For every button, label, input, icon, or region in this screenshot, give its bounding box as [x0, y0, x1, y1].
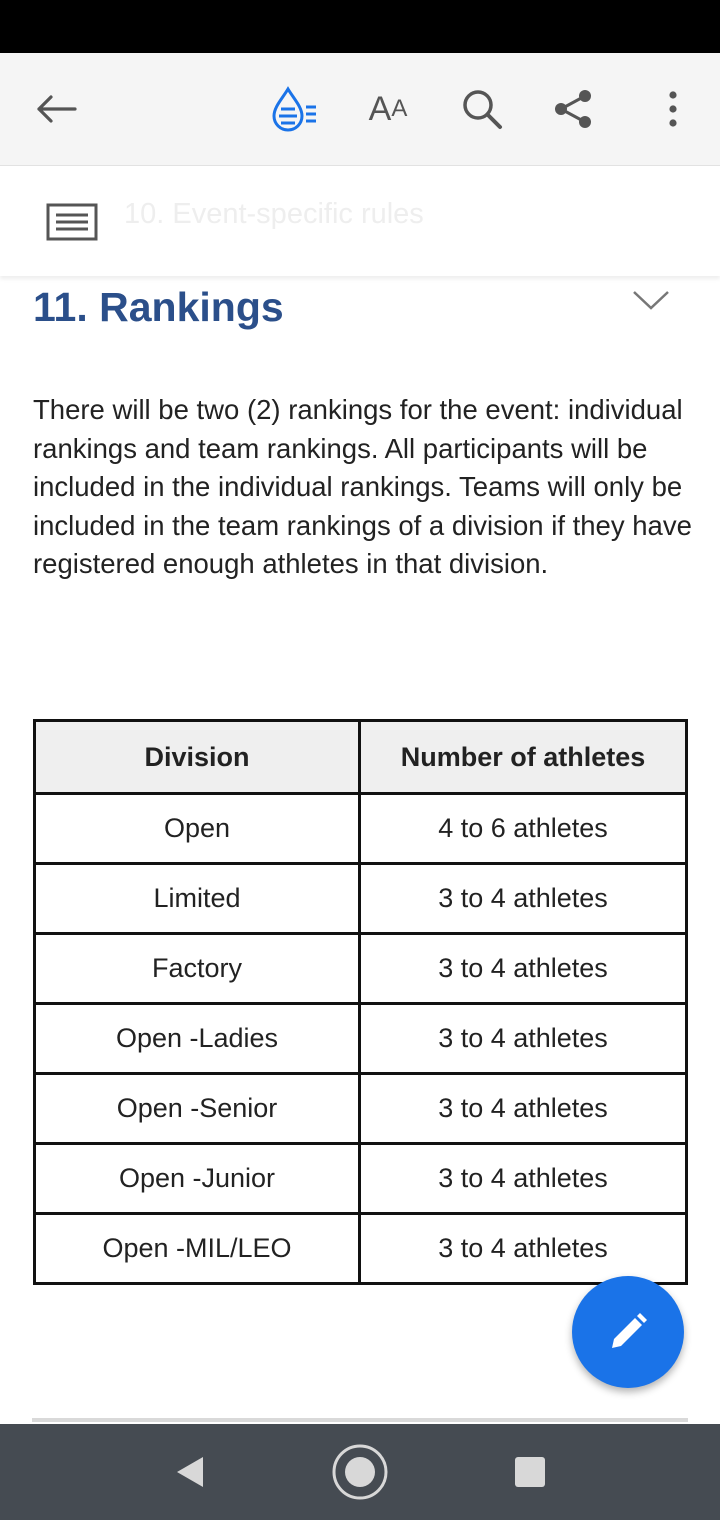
pencil-edit-icon — [606, 1310, 650, 1354]
back-button[interactable] — [26, 53, 86, 165]
athletes-cell: 4 to 6 athletes — [360, 794, 687, 864]
document-outline-icon[interactable] — [46, 203, 98, 241]
division-cell: Open -Junior — [35, 1144, 360, 1214]
search-button[interactable] — [452, 53, 512, 165]
chevron-down-icon[interactable] — [632, 289, 670, 311]
circle-home-icon — [331, 1443, 389, 1501]
athletes-cell: 3 to 4 athletes — [360, 1144, 687, 1214]
share-button[interactable] — [543, 53, 603, 165]
athletes-cell: 3 to 4 athletes — [360, 934, 687, 1004]
header-division: Division — [35, 721, 360, 794]
rankings-table — [33, 719, 688, 1285]
search-icon — [460, 87, 504, 131]
system-recents-button[interactable] — [500, 1424, 560, 1520]
system-back-button[interactable] — [160, 1424, 220, 1520]
athletes-cell: 3 to 4 athletes — [360, 1214, 687, 1284]
table-row — [35, 934, 687, 1004]
system-navigation-bar — [0, 1424, 720, 1520]
more-vert-icon — [667, 89, 679, 129]
section-title: 11. Rankings — [33, 284, 284, 330]
table-row — [35, 1004, 687, 1074]
division-cell: Open -Senior — [35, 1074, 360, 1144]
status-bar — [0, 0, 720, 53]
previous-section-heading[interactable]: 10. Event-specific rules — [124, 198, 424, 230]
font-size-label-large: A — [368, 89, 392, 128]
table-header-row — [35, 721, 687, 794]
square-recents-icon — [514, 1456, 546, 1488]
font-size-button[interactable] — [358, 53, 418, 165]
content-divider — [32, 1418, 688, 1422]
more-options-button[interactable] — [643, 53, 703, 165]
table-row — [35, 864, 687, 934]
division-cell: Limited — [35, 864, 360, 934]
division-cell: Open -MIL/LEO — [35, 1214, 360, 1284]
water-drop-lines-icon — [268, 85, 322, 133]
font-size-label-small: A — [391, 95, 408, 122]
table-row — [35, 1144, 687, 1214]
app-toolbar — [0, 53, 720, 166]
table-row — [35, 794, 687, 864]
table-row — [35, 1214, 687, 1284]
triangle-back-icon — [175, 1456, 205, 1488]
division-cell: Factory — [35, 934, 360, 1004]
header-number-of-athletes: Number of athletes — [360, 721, 687, 794]
reading-mode-button[interactable] — [265, 53, 325, 165]
athletes-cell: 3 to 4 athletes — [360, 1074, 687, 1144]
division-cell: Open — [35, 794, 360, 864]
section-paragraph: There will be two (2) rankings for the event: individual rankings and team rankings. All participants will be included in the individual rankings. Teams will only be included in the team rankings of a division if they have registered enough athletes in that division. — [33, 394, 692, 579]
athletes-cell: 3 to 4 athletes — [360, 864, 687, 934]
system-home-button[interactable] — [325, 1424, 395, 1520]
table-row — [35, 1074, 687, 1144]
athletes-cell: 3 to 4 athletes — [360, 1004, 687, 1074]
division-cell: Open -Ladies — [35, 1004, 360, 1074]
edit-fab-button[interactable] — [572, 1276, 684, 1388]
share-icon — [552, 88, 594, 130]
arrow-left-icon — [35, 94, 77, 124]
